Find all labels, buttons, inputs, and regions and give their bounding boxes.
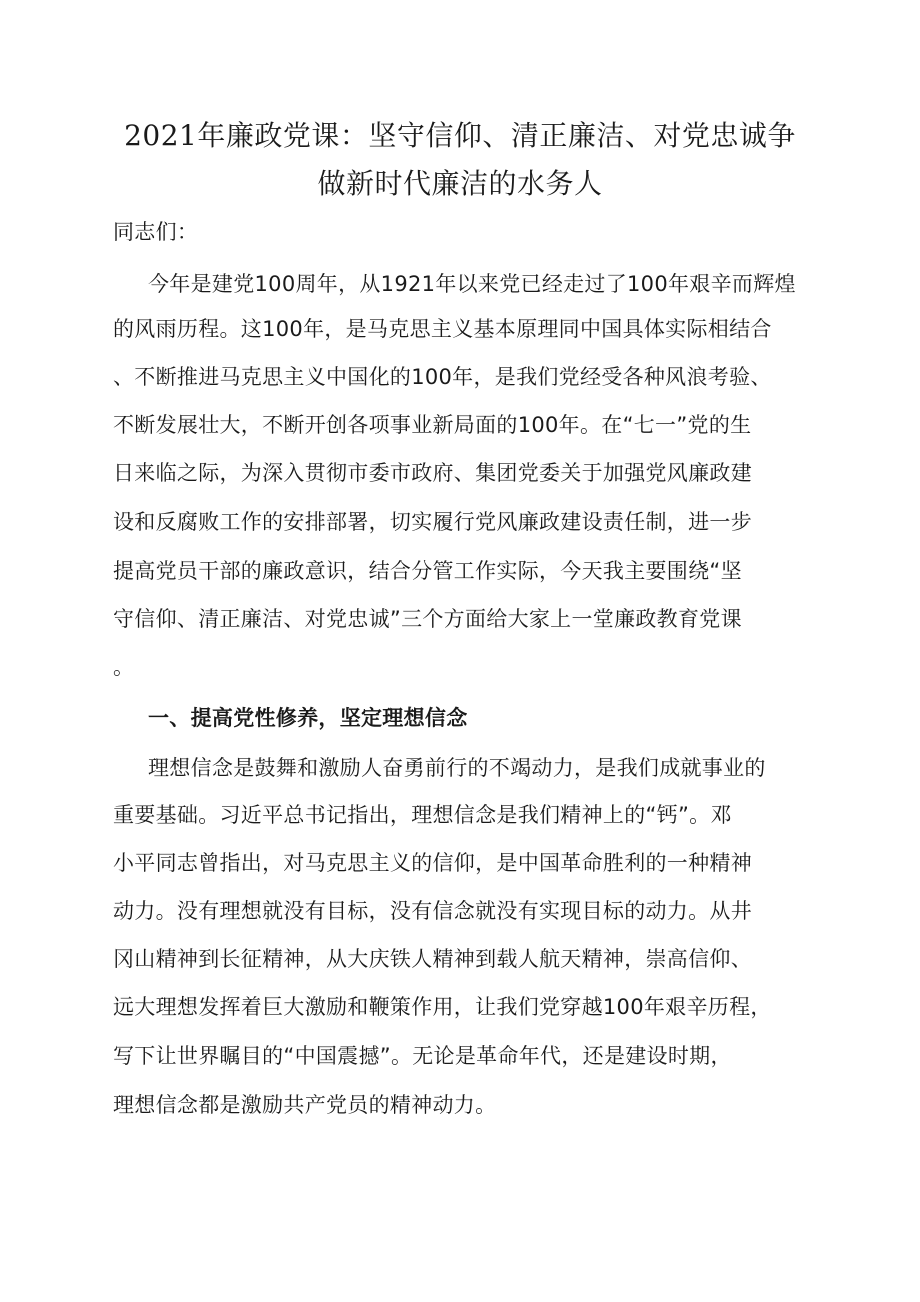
paragraph-line: 远大理想发挥着巨大激励和鞭策作用，让我们党穿越100年艰辛历程，	[113, 995, 772, 1019]
paragraph-line: 设和反腐败工作的安排部署，切实履行党风廉政建设责任制，进一步	[113, 510, 752, 534]
section-heading: 一、提高党性修养，坚定理想信念	[148, 706, 468, 730]
paragraph-line: 动力。没有理想就没有目标，没有信念就没有实现目标的动力。从井	[113, 899, 752, 923]
paragraph-line: 的风雨历程。这100年，是马克思主义基本原理同中国具体实际相结合	[113, 317, 772, 341]
paragraph-line: 、不断推进马克思主义中国化的100年，是我们党经受各种风浪考验、	[113, 365, 772, 389]
paragraph-line: 守信仰、清正廉洁、对党忠诚”三个方面给大家上一堂廉政教育党课	[113, 607, 742, 631]
salutation: 同志们：	[113, 220, 199, 244]
paragraph-line: 冈山精神到长征精神，从大庆铁人精神到载人航天精神，崇高信仰、	[113, 947, 752, 971]
paragraph-line: 小平同志曾指出，对马克思主义的信仰，是中国革命胜利的一种精神	[113, 851, 752, 875]
paragraph-line: 日来临之际，为深入贯彻市委市政府、集团党委关于加强党风廉政建	[113, 461, 752, 485]
paragraph-line: 提高党员干部的廉政意识，结合分管工作实际，今天我主要围绕“坚	[113, 559, 742, 583]
document-title: 2021年廉政党课：坚守信仰、清正廉洁、对党忠诚争做新时代廉洁的水务人	[124, 119, 796, 200]
paragraph-line: 。	[113, 655, 135, 679]
paragraph-line: 写下让世界瞩目的“中国震撼”。无论是革命年代，还是建设时期，	[113, 1044, 732, 1068]
paragraph-line: 理想信念都是激励共产党员的精神动力。	[113, 1093, 497, 1117]
paragraph-line: 理想信念是鼓舞和激励人奋勇前行的不竭动力，是我们成就事业的	[148, 756, 766, 780]
paragraph-line: 不断发展壮大，不断开创各项事业新局面的100年。在“七一”党的生	[113, 413, 752, 437]
paragraph-line: 今年是建党100周年，从1921年以来党已经走过了100年艰辛而辉煌	[148, 272, 796, 296]
paragraph-line: 重要基础。习近平总书记指出，理想信念是我们精神上的“钙”。邓	[113, 803, 732, 827]
